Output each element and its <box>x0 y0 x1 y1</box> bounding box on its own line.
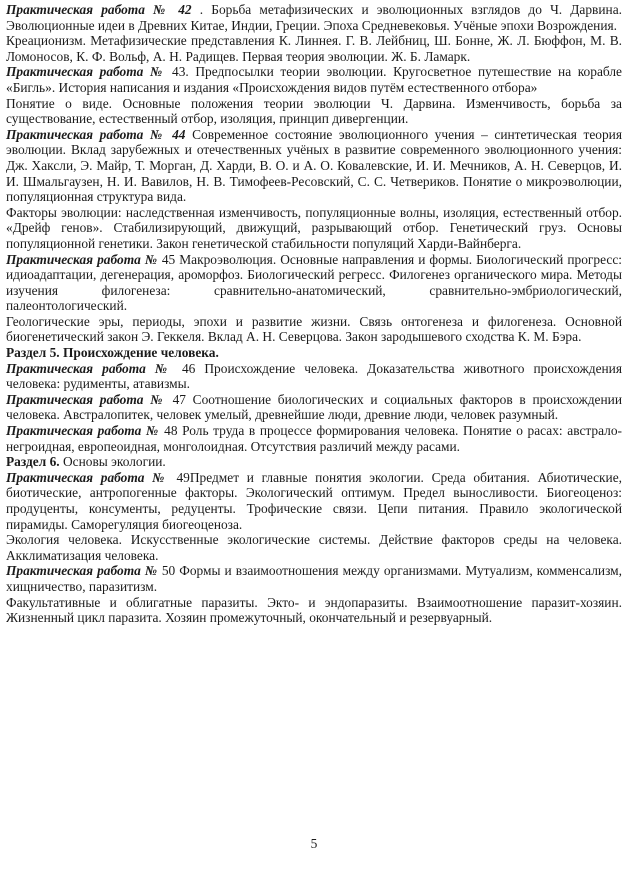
paragraph-text: Понятие о виде. Основные положения теории эволюции Ч. Дарвина. Изменчивость, борьба за существование, естественный отбор, изоляция, принцип дивергенции. <box>6 95 622 127</box>
page-content <box>6 2 622 626</box>
paragraph-species-concept <box>6 96 622 127</box>
paragraph-geological-eras <box>6 314 622 345</box>
section-title: Раздел 6. <box>6 454 60 470</box>
paragraph-lab-44 <box>6 127 622 205</box>
paragraph-lab-46 <box>6 361 622 392</box>
paragraph-text: Экология человека. Искусственные экологические системы. Действие факторов среды на человека. Акклиматизация человека. <box>6 532 622 563</box>
lab-work-label: Практическая работа № 42 <box>6 2 192 17</box>
paragraph-text: 43. Предпосылки теории эволюции. Кругосветное путешествие на корабле «Бигль». История написания и издания «Происхождения видов путём естественного отбора» <box>6 64 622 95</box>
paragraph-text: Креационизм. Метафизические представления К. Линнея. Г. В. Лейбниц, Ш. Бонне, Ж. Л. Бюффон, М. В. Ломоносов, К. Ф. Вольф, А. Н. Радищев. Первая теория эволюции. Ж. Б. Ламарк. <box>6 33 622 64</box>
paragraph-text: 50 Формы и взаимоотношения между организмами. Мутуализм, комменсализм, хищничество, паразитизм. <box>6 563 623 594</box>
lab-work-label: Практическая работа № <box>6 423 160 439</box>
paragraph-lab-47 <box>6 392 622 423</box>
paragraph-text: 47 Соотношение биологических и социальных факторов в происхождении человека. Австралопитек, человек умелый, древнейшие люди, древние люди, человек разумный. <box>6 391 622 423</box>
lab-work-label: Практическая работа № <box>6 251 158 267</box>
section-title: Раздел 5. Происхождение человека. <box>6 345 219 361</box>
paragraph-text: Факторы эволюции: наследственная изменчивость, популяционные волны, изоляция, естественный отбор. «Дрейф генов». Стабилизирующий, движущий, разрывающий отбор. Генетический груз. Основы популяционной генетики. Закон генетической стабильности популяций Харди-Вайнберга. <box>6 204 622 251</box>
paragraph-text: Современное состояние эволюционного учения – синтетическая теория эволюции. Вклад зарубежных и отечественных учёных в развитие современного эволюционного учения: Дж. Хаксли, Э. Майр, Т. Морган, Д. Харди, В. О. и А. О. Ковалевские, И. И. Мечников, А. Н. Северцов, И. И. Шмальгаузен, Н. И. Вавилов, Н. В. Тимофеев-Ресовский, С. С. Четвериков. Понятие о микроэволюции, популяционная структура вида. <box>6 126 622 205</box>
lab-work-label: Практическая работа № 44 <box>6 126 186 142</box>
paragraph-text: 46 Происхождение человека. Доказательства животного происхождения человека: рудименты, атавизмы. <box>6 360 623 392</box>
lab-work-label: Практическая работа № <box>6 391 166 407</box>
section-heading-6 <box>6 454 622 470</box>
paragraph-evolution-factors <box>6 205 622 252</box>
paragraph-text: 45 Макроэволюция. Основные направления и формы. Биологический прогресс: идиоадаптации, дегенерация, ароморфоз. Биологический регресс. Филогенез органического мира. Методы изучения филогенеза: сравнительно-анатомический, сравнительно-эмбриологический, палеонтологический. <box>6 251 622 314</box>
lab-work-label: Практическая работа № <box>6 64 166 80</box>
page-number: 5 <box>310 836 318 851</box>
paragraph-text: . Борьба метафизических и эволюционных взглядов до Ч. Дарвина. Эволюционные идеи в Древних Китае, Индии, Греции. Эпоха Средневековья. Учёные эпохи Возрождения. <box>6 2 622 33</box>
paragraph-lab-43 <box>6 64 622 95</box>
lab-work-label: Практическая работа № <box>6 563 158 579</box>
paragraph-lab-45 <box>6 252 622 314</box>
paragraph-lab-48 <box>6 423 622 454</box>
section-title-rest: Основы экологии. <box>59 454 166 470</box>
paragraph-text: Геологические эры, периоды, эпохи и развитие жизни. Связь онтогенеза и филогенеза. Основной биогенетический закон Э. Геккеля. Вклад А. Н. Северцова. Закон зародышевого сходства К. М. Бэра. <box>6 313 622 345</box>
paragraph-human-ecology <box>6 532 622 563</box>
paragraph-text: 49Предмет и главные понятия экологии. Среда обитания. Абиотические, биотические, антропогенные факторы. Экологический оптимум. Предел выносливости. Биогеоценоз: продуценты, консументы, редуценты. Трофические связи. Цепи питания. Правило экологической пирамиды. Саморегуляция биогеоценоза. <box>6 469 623 532</box>
paragraph-text: 48 Роль труда в процессе формирования человека. Понятие о расах: австрало-негроидная, европеоидная, монголоидная. Отсутствия различий между расами. <box>6 423 622 454</box>
lab-work-label: Практическая работа № <box>6 360 173 376</box>
paragraph-lab-42 <box>6 2 622 33</box>
paragraph-text: Факультативные и облигатные паразиты. Экто- и эндопаразиты. Взаимоотношение паразит-хозяин. Жизненный цикл паразита. Хозяин промежуточный, окончательный и резервуарный. <box>6 594 622 626</box>
paragraph-parasites <box>6 595 622 626</box>
section-heading-5 <box>6 345 622 361</box>
lab-work-label: Практическая работа № <box>6 469 169 485</box>
paragraph-lab-49 <box>6 470 622 532</box>
paragraph-lab-50 <box>6 563 622 594</box>
paragraph-creationism <box>6 33 622 64</box>
